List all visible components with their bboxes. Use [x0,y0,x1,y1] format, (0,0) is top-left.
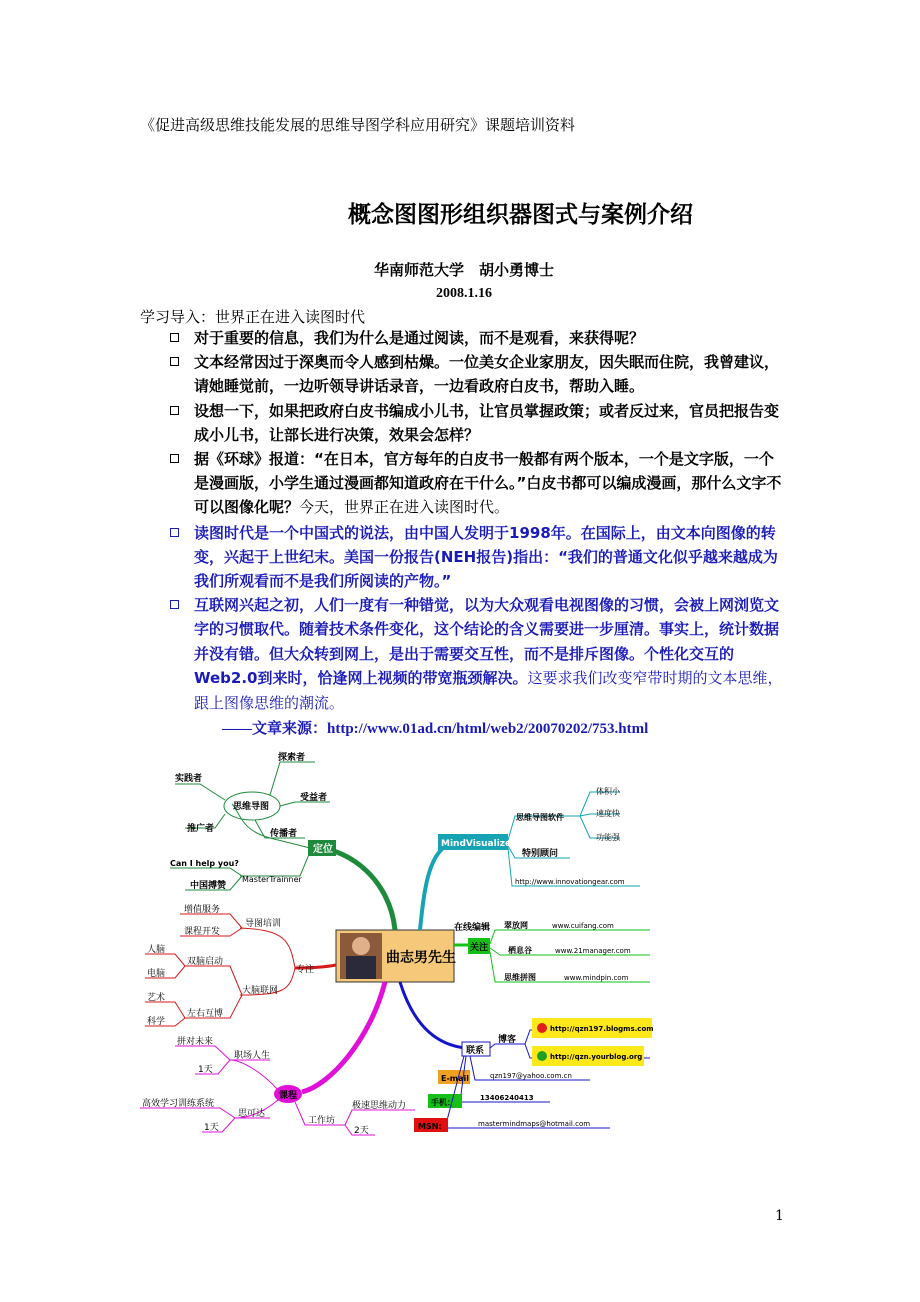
svg-text:艺术: 艺术 [147,993,166,1003]
branch-lianxi [400,982,465,1048]
svg-text:中国搏赞: 中国搏赞 [190,881,227,891]
svg-text:13406240413: 13406240413 [480,1094,534,1102]
svg-text:思维导图: 思维导图 [233,802,270,812]
svg-text:思可达: 思可达 [238,1109,266,1119]
svg-text:增值服务: 增值服务 [184,905,221,915]
svg-text:MasterTrainner: MasterTrainner [242,875,302,884]
svg-text:mastermindmaps@hotmail.com[interactable]: mastermindmaps@hotmail.com [478,1120,591,1128]
svg-text:定位: 定位 [313,844,333,855]
svg-text:左右互博: 左右互博 [187,1009,224,1019]
bullet-item: 互联网兴起之初，人们一度有一种错觉，以为大众观看电视图像的习惯，会被上网浏览文字的习惯取代。随着技术条件变化，这个结论的含义需要进一步厘清。事实上，统计数据并没有错。但大众转到网上，是出于需要交互性，而不是排斥图像。个性化交互的Web2.0到来时，恰逢网上视频的带宽瓶颈解决。这要求我们改变窄带时期的文本思维，跟上图像思维的潮流。 [168,593,788,716]
author-line: 华南师范大学 胡小勇博士 [373,261,554,279]
bullet-item: 对于重要的信息，我们为什么是通过阅读，而不是观看，来获得呢？ [168,326,788,350]
svg-text:http://qzn197.blogms.com[interactable]: http://qzn197.blogms.com [550,1025,654,1033]
svg-text:课程: 课程 [279,1091,298,1101]
svg-text:栖息谷: 栖息谷 [508,946,532,955]
svg-text:传播者: 传播者 [270,829,298,839]
svg-text:推广者: 推广者 [187,824,215,834]
svg-text:联系: 联系 [466,1046,485,1056]
page-number: 1 [775,1208,784,1224]
svg-text:探索者: 探索者 [278,753,306,763]
bullet-list [168,326,788,716]
bullet-item: 文本经常因过于深奥而令人感到枯燥。一位美女企业家朋友，因失眠而住院，我曾建议，请她睡觉前，一边听领导讲话录音，一边看政府白皮书，帮助入睡。 [168,350,788,398]
svg-text:qzn197@yahoo.com.cn[interactable]: qzn197@yahoo.com.cn [490,1072,572,1080]
branch-dingwei [318,848,395,930]
svg-text:双脑启动: 双脑启动 [187,957,224,967]
svg-text:2天: 2天 [354,1126,369,1136]
svg-text:1天: 1天 [204,1123,219,1133]
svg-text:思维导图软件: 思维导图软件 [516,813,564,822]
bullet-item: 据《环球》报道：“在日本，官方每年的白皮书一般都有两个版本，一个是文字版，一个是漫画版，小学生通过漫画都知道政府在干什么。”白皮书都可以编成漫画，那什么文字不可以图像化呢？今天，世界正在进入读图时代。 [168,447,788,521]
page-title: 概念图图形组织器图式与案例介绍 [348,202,693,228]
svg-text:实践者: 实践者 [175,774,203,784]
svg-text:特别顾问: 特别顾问 [522,849,559,859]
svg-text:大脑联网: 大脑联网 [242,986,279,996]
svg-text:E-mail: E-mail [441,1074,470,1083]
mind-map [130,740,670,1140]
svg-text:www.21manager.com[interactable]: www.21manager.com [555,947,631,955]
intro-line: 学习导入：世界正在进入读图时代 [140,308,366,326]
svg-text:高效学习训练系统: 高效学习训练系统 [142,1099,215,1109]
svg-text:www.mindpin.com[interactable]: www.mindpin.com [564,974,629,982]
svg-text:1天: 1天 [198,1065,213,1075]
svg-text:关注: 关注 [470,943,489,953]
svg-text:工作坊: 工作坊 [308,1116,336,1126]
svg-text:www.cuifang.com[interactable]: www.cuifang.com [552,922,614,930]
svg-text:http://qzn.yourblog.org[interactable]: http://qzn.yourblog.org [550,1053,643,1061]
svg-text:拼对未来: 拼对未来 [177,1037,214,1047]
heart-icon [537,1023,547,1033]
svg-text:博客: 博客 [498,1035,517,1045]
bullet-item: 设想一下，如果把政府白皮书编成小儿书，让官员掌握政策；或者反过来，官员把报告变成小儿书，让部长进行决策，效果会怎样？ [168,399,788,447]
mindmap-center-label: 曲志男先生 [386,950,456,966]
svg-text:MindVisualizer: MindVisualizer [441,839,516,849]
checkbox-bullet-icon [170,600,179,609]
source-link[interactable]: ——文章来源：http://www.01ad.cn/html/web2/20070202/753.html [222,721,649,737]
svg-text:受益者: 受益者 [300,793,328,803]
checkbox-bullet-icon [170,406,179,415]
svg-text:人脑: 人脑 [147,945,166,955]
checkbox-bullet-icon [170,528,179,537]
checkbox-bullet-icon [170,333,179,342]
svg-text:速度快: 速度快 [596,809,620,818]
document-header: 《促进高级思维技能发展的思维导图学科应用研究》课题培训资料 [140,116,576,134]
globe-icon [537,1051,547,1061]
svg-text:职场人生: 职场人生 [234,1051,271,1061]
svg-text:翠放网: 翠放网 [504,921,528,930]
checkbox-bullet-icon [170,357,179,366]
svg-text:科学: 科学 [147,1017,166,1027]
svg-text:思维拼图: 思维拼图 [504,973,536,982]
branch-mindvisualizer [420,840,460,930]
portrait-face-icon [352,937,370,955]
svg-text:课程开发: 课程开发 [184,927,221,937]
svg-text:Can I help you?: Can I help you? [170,859,239,868]
svg-text:专注: 专注 [296,965,315,975]
svg-text:在线编辑: 在线编辑 [454,923,491,933]
date-line: 2008.1.16 [436,286,492,301]
checkbox-bullet-icon [170,454,179,463]
svg-text:电脑: 电脑 [147,969,166,979]
svg-text:http://www.innovationgear.com[interactable]: http://www.innovationgear.com [515,878,625,886]
svg-text:手机：: 手机： [431,1098,455,1107]
svg-text:极速思维动力: 极速思维动力 [352,1101,407,1111]
bullet-item: 读图时代是一个中国式的说法，由中国人发明于1998年。在国际上，由文本向图像的转变，兴起于上世纪末。美国一份报告(NEH报告)指出：“我们的普通文化似乎越来越成为我们所观看而不是我们所阅读的产物。” [168,521,788,594]
svg-text:MSN:: MSN: [418,1122,442,1131]
svg-text:体积小: 体积小 [596,787,620,796]
svg-text:导图培训: 导图培训 [245,919,282,929]
svg-text:功能强: 功能强 [596,833,620,842]
branch-course [302,982,385,1092]
